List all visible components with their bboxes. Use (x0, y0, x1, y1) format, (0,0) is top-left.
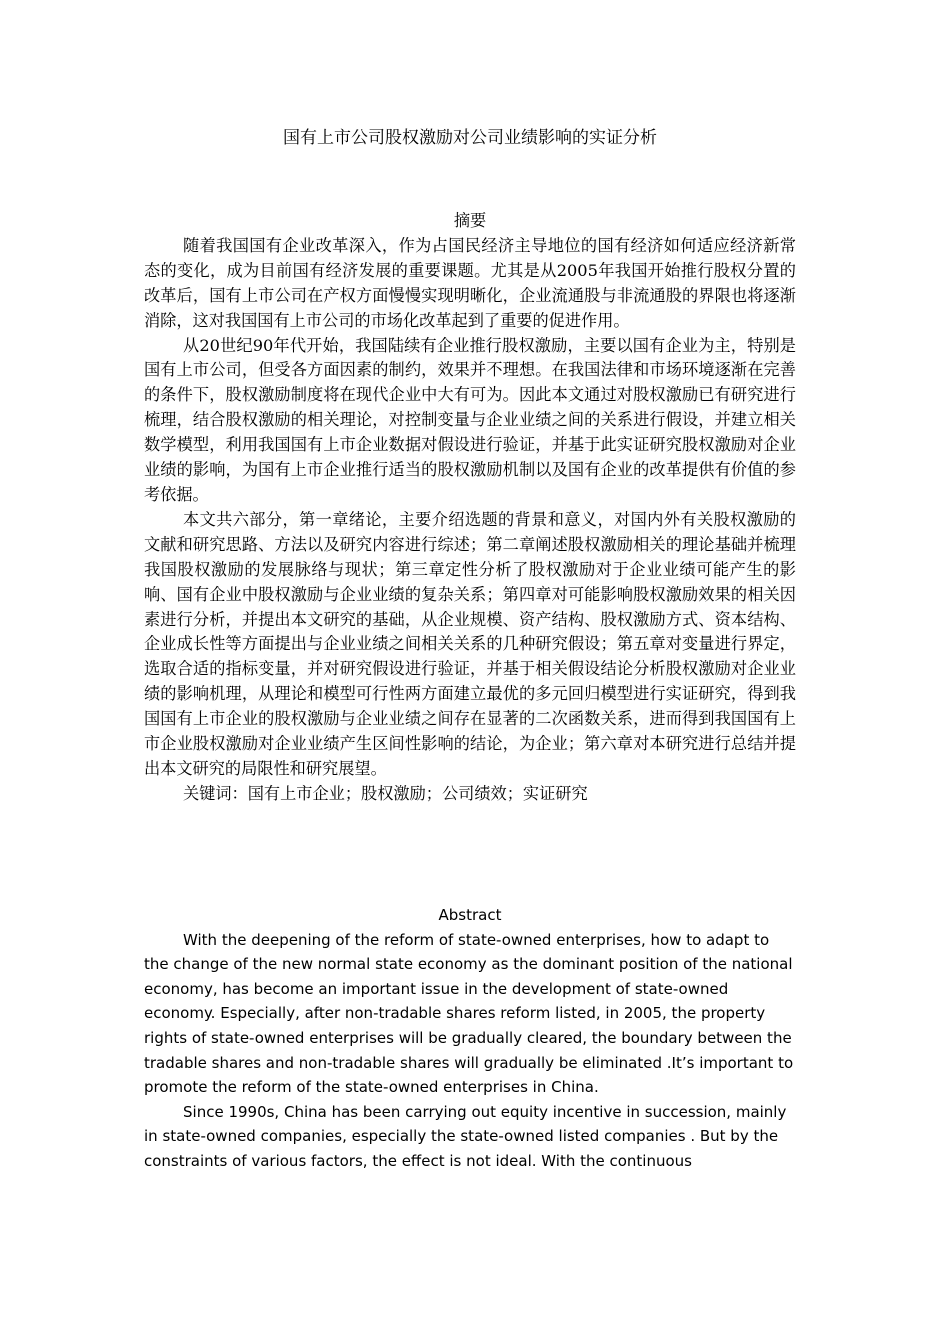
abstract-cn-paragraph-3: 本文共六部分，第一章绪论，主要介绍选题的背景和意义，对国内外有关股权激励的文献和研究思路、方法以及研究内容进行综述；第二章阐述股权激励相关的理论基础并梳理我国股权激励的发展脉络与现状；第三章定性分析了股权激励对于企业业绩可能产生的影响、国有企业中股权激励与企业业绩的复杂关系；第四章对可能影响股权激励效果的相关因素进行分析，并提出本文研究的基础，从企业规模、资产结构、股权激励方式、资本结构、企业成长性等方面提出与企业业绩之间相关关系的几种研究假设；第五章对变量进行界定，选取合适的指标变量，并对研究假设进行验证，并基于相关假设结论分析股权激励对企业业绩的影响机理，从理论和模型可行性两方面建立最优的多元回归模型进行实证研究，得到我国国有上市企业的股权激励与企业业绩之间存在显著的二次函数关系，进而得到我国国有上市企业股权激励对企业业绩产生区间性影响的结论，为企业；第六章对本研究进行总结并提出本文研究的局限性和研究展望。 (144, 509, 796, 778)
abstract-en-section (144, 903, 796, 1174)
abstract-cn-paragraph-1: 随着我国国有企业改革深入，作为占国民经济主导地位的国有经济如何适应经济新常态的变化，成为目前国有经济发展的重要课题。尤其是从2005年我国开始推行股权分置的改革后，国有上市公司在产权方面慢慢实现明晰化，企业流通股与非流通股的界限也将逐渐消除，这对我国国有上市公司的市场化改革起到了重要的促进作用。 (144, 235, 796, 330)
abstract-cn-paragraph-2: 从20世纪90年代开始，我国陆续有企业推行股权激励，主要以国有企业为主，特别是国有上市公司，但受各方面因素的制约，效果并不理想。在我国法律和市场环境逐渐在完善的条件下，股权激励制度将在现代企业中大有可为。因此本文通过对股权激励已有研究进行梳理，结合股权激励的相关理论，对控制变量与企业业绩之间的关系进行假设，并建立相关数学模型，利用我国国有上市企业数据对假设进行验证，并基于此实证研究股权激励对企业业绩的影响，为国有上市企业推行适当的股权激励机制以及国有企业的改革提供有价值的参考依据。 (144, 335, 796, 504)
abstract-cn-heading: 摘要 (453, 211, 487, 230)
document-title: 国有上市公司股权激励对公司业绩影响的实证分析 (283, 128, 657, 148)
abstract-en-heading: Abstract (438, 906, 502, 924)
abstract-cn-keywords: 关键词：国有上市企业；股权激励；公司绩效；实证研究 (183, 783, 588, 803)
abstract-cn-section (144, 209, 796, 807)
abstract-en-paragraph-1: With the deepening of the reform of state-owned enterprises, how to adapt to the change of the new normal state economy as the dominant position of the national economy, has become an important issue in the development of state-owned economy. Especially, after non-tradable shares reform listed, in 2005, the property rights of state-owned enterprises will be gradually cleared, the boundary between the tradable shares and non-tradable shares will gradually be eliminated .It’s important to promote the reform of the state-owned enterprises in China. (144, 930, 794, 1097)
abstract-en-paragraph-2: Since 1990s, China has been carrying out equity incentive in succession, mainly in state-owned companies, especially the state-owned listed companies . But by the constraints of various factors, the effect is not ideal. With the continuous (144, 1102, 787, 1170)
